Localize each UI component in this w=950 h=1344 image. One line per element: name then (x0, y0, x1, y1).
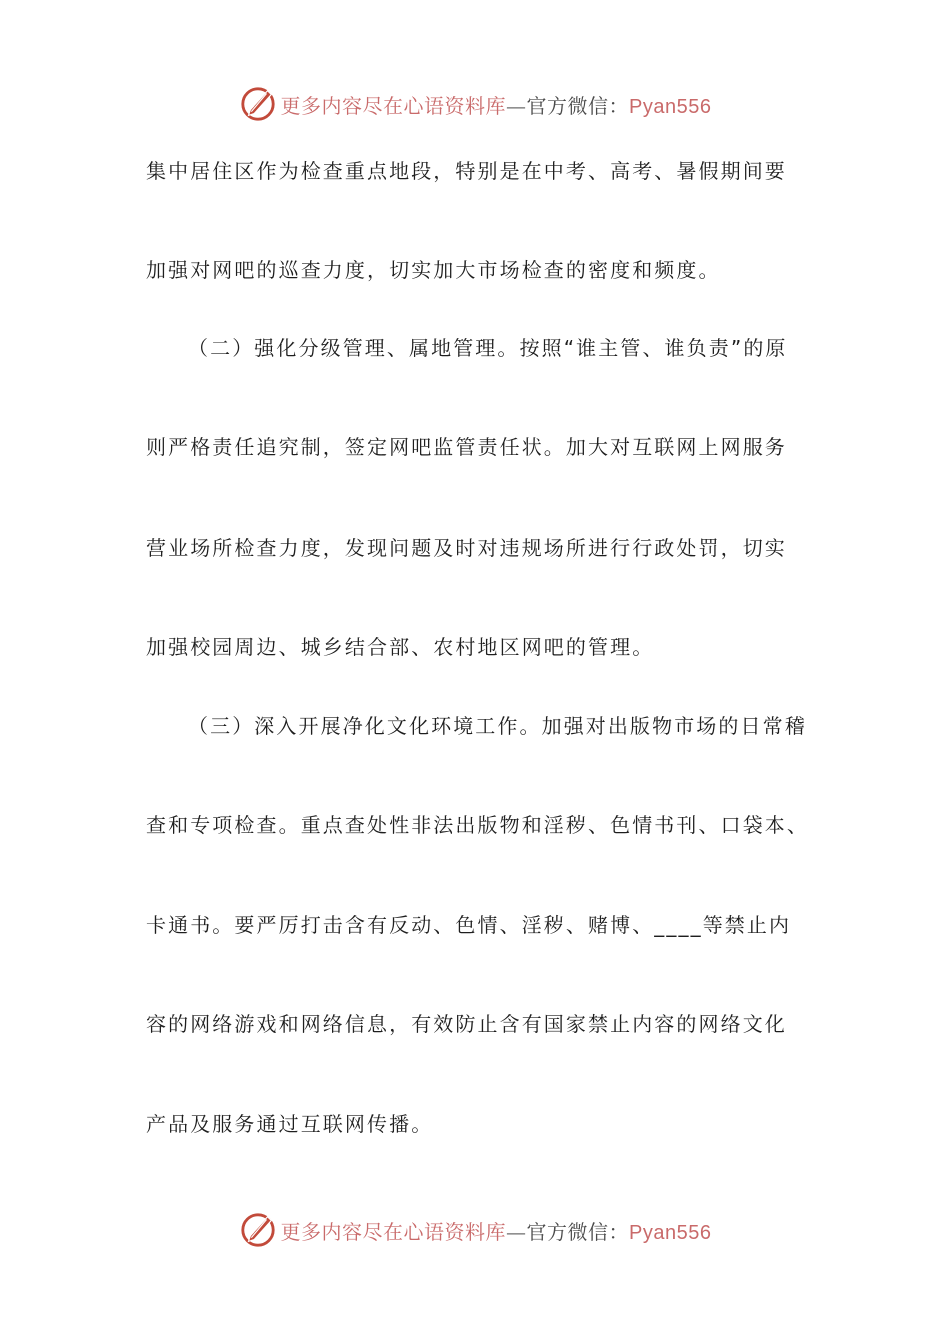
banner-main-text: 更多内容尽在心语资料库 (280, 93, 507, 118)
banner-main-text: 更多内容尽在心语资料库 (280, 1219, 507, 1244)
body-line-11: 产品及服务通过互联网传播。 (146, 1112, 434, 1136)
footer-banner (0, 1208, 950, 1252)
banner-label: 官方微信： (526, 1219, 630, 1244)
banner-label: 官方微信： (526, 93, 630, 118)
body-line-8: 查和专项检查。重点查处性非法出版物和淫秽、色情书刊、口袋本、 (146, 813, 809, 837)
body-line-6: 加强校园周边、城乡结合部、农村地区网吧的管理。 (146, 635, 655, 659)
body-line-3: （二）强化分级管理、属地管理。按照“谁主管、谁负责”的原 (188, 336, 788, 360)
body-line-9: 卡通书。要严厉打击含有反动、色情、淫秽、赌博、____等禁止内 (146, 913, 792, 937)
quill-pen-logo-icon (239, 1211, 277, 1249)
body-line-1: 集中居住区作为检查重点地段，特别是在中考、高考、暑假期间要 (146, 159, 787, 183)
body-line-7: （三）深入开展净化文化环境工作。加强对出版物市场的日常稽 (188, 714, 807, 738)
header-banner (0, 82, 950, 126)
body-line-10: 容的网络游戏和网络信息，有效防止含有国家禁止内容的网络文化 (146, 1012, 787, 1036)
body-line-5: 营业场所检查力度，发现问题及时对违规场所进行行政处罚，切实 (146, 536, 787, 560)
banner-wechat-id: Pyan556 (629, 1221, 712, 1244)
body-line-2: 加强对网吧的巡查力度，切实加大市场检查的密度和频度。 (146, 258, 721, 282)
banner-separator: — (506, 1219, 527, 1244)
quill-pen-logo-icon (239, 85, 277, 123)
banner-wechat-id: Pyan556 (629, 95, 712, 118)
banner-separator: — (506, 93, 527, 118)
body-line-4: 则严格责任追究制，签定网吧监管责任状。加大对互联网上网服务 (146, 435, 787, 459)
